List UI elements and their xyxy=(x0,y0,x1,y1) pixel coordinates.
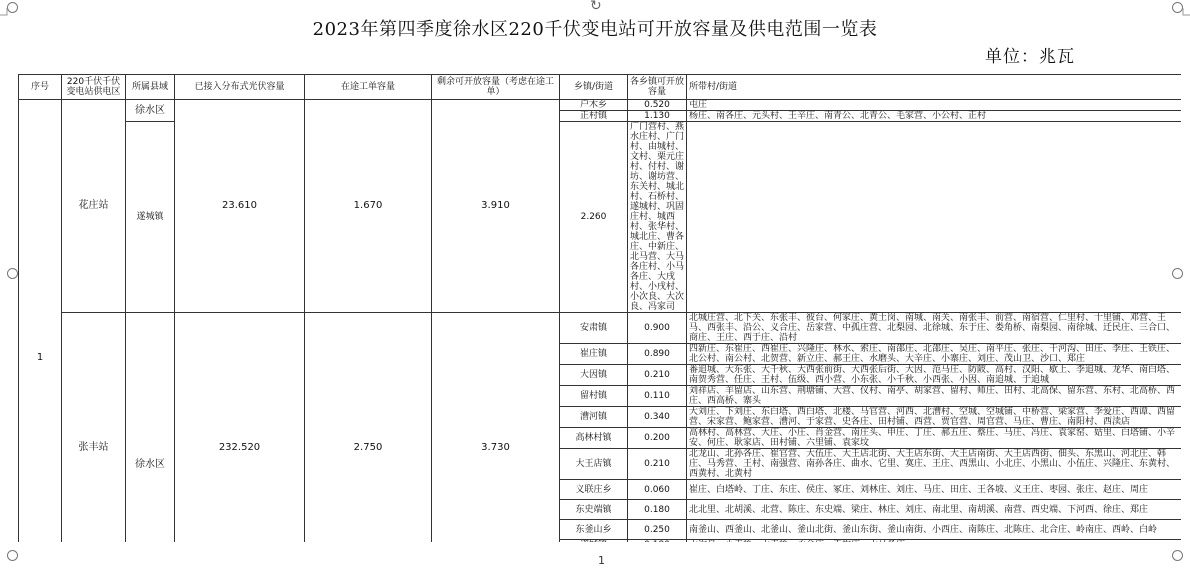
villages-cell: 番追城、大东张、大千秋、大西张前街、大西张后街、大因、范马庄、防陂、高村、汉阳、歇上、李追城、龙华、南白塔、南贺秀营、任庄、王村、伍级、西小营、小东张、小千秋、小西张、小因、南追城、于追城 xyxy=(687,365,1182,386)
resize-handle-middle-left[interactable] xyxy=(7,268,18,279)
town-capacity-cell: 0.110 xyxy=(628,386,687,407)
resize-handle-bottom-right[interactable] xyxy=(1172,550,1183,561)
town-capacity-cell: 0.520 xyxy=(628,100,687,111)
villages-cell: 北龙山、北孙各庄、崔官营、大伍庄、大王店北街、大王店东街、大王店南街、大王店西街、佃头、东黑山、河北庄、韩庄、马秀营、王村、南强营、南孙各庄、曲水、它里、寞庄、王庄、西黑山、小北庄、小黑山、小伍庄、兴隆庄、东黄村、西黄村、北黄村 xyxy=(687,449,1182,480)
town-capacity-cell: 0.900 xyxy=(628,313,687,344)
villages-cell xyxy=(687,540,1182,543)
town-cell: 安肃镇 xyxy=(560,313,628,344)
station-name-cell: 张丰站 xyxy=(62,313,126,543)
header-cell: 剩余可开放容量（考虑在途工单） xyxy=(432,75,560,100)
rotate-handle-icon[interactable]: ↻ xyxy=(590,0,602,14)
unit-label: 单位：兆瓦 xyxy=(985,47,1075,67)
header-cell: 乡镇/街道 xyxy=(560,75,628,100)
resize-handle-bottom-left[interactable] xyxy=(7,550,18,561)
town-cell: 遂城镇 xyxy=(126,122,175,313)
page-title: 2023年第四季度徐水区220千伏变电站可开放容量及供电范围一览表 xyxy=(312,19,878,40)
town-capacity-cell: 2.260 xyxy=(560,122,628,313)
installed-capacity-cell: 23.610 xyxy=(175,100,305,313)
town-cell: 漕河镇 xyxy=(560,407,628,428)
villages-cell: 四新庄、东崔庄、西崔庄、兴隆庄、林水、索庄、南邵庄、北邵庄、吴庄、南平庄、张庄、干河沟、田庄、李庄、王铁庄、北公村、南公村、北贺营、新立庄、郝王庄、水磨头、大辛庄、小寨庄、刘庄、茂山卫、沙口、郑庄 xyxy=(687,344,1182,365)
town-capacity-cell: 0.060 xyxy=(628,480,687,500)
villages-cell: 杨庄、南各庄、元头村、王辛庄、南青公、北青公、毛家营、小公村、正村 xyxy=(687,111,1182,122)
villages-cell: 大刘庄、下刘庄、东白塔、西白塔、北楼、马官营、河西、北漕村、空城、空城铺、中桥营、梁家营、李爱庄、西谭、西留营、宋家营、鲍家营、漕河、于家营、史各庄、田村铺、西营、贾官营、周官营、马庄、曹庄、南阳村、西渎店 xyxy=(687,407,1182,428)
town-cell: 义联庄乡 xyxy=(560,480,628,500)
town-cell: 东釜山乡 xyxy=(560,520,628,540)
villages-cell: 北城庄营、北下关、东张丰、彼台、何家庄、黄土岗、南城、南关、南张丰、前营、南宿营、仁里村、十里铺、邓营、王马、西张丰、沿公、义合庄、岳家营、中孤庄营、北梨园、北徐城、东于庄、娄角桥、南梨园、南徐城、迁民庄、三合口、商庄、王庄、西于庄、沿村 xyxy=(687,313,1182,344)
villages-cell: 刘祥店、羊留店、山东营、荆塘铺、大营、仪村、南亭、胡家营、留村、师庄、田村、北高保、留东营、东村、北高桥、西庄、西高桥、寨头 xyxy=(687,386,1182,407)
town-capacity-cell: 0.180 xyxy=(628,500,687,520)
installed-capacity-cell: 232.520 xyxy=(175,313,305,543)
villages-cell: 北北里、北胡溪、北营、陈庄、东史端、梁庄、林庄、刘庄、南北里、南胡溪、南营、西史端、下河西、徐庄、郑庄 xyxy=(687,500,1182,520)
town-capacity-cell: 0.210 xyxy=(628,449,687,480)
county-cell: 徐水区 xyxy=(126,100,175,122)
town-cell: 大王店镇 xyxy=(560,449,628,480)
town-cell: 东史端镇 xyxy=(560,500,628,520)
pending-capacity-cell: 2.750 xyxy=(305,313,432,543)
capacity-table-frame[interactable] xyxy=(18,74,1181,542)
town-cell: 高林村镇 xyxy=(560,428,628,449)
villages-cell: 高林村、高林营、大庄、小庄、肖金营、南庄头、申庄、丁庄、郝五庄、蔡庄、马庄、冯庄、袁家窑、姑里、白塔铺、小辛安、何庄、耿家店、田村铺、六里铺、袁家坟 xyxy=(687,428,1182,449)
town-cell: 留村镇 xyxy=(560,386,628,407)
county-cell: 徐水区 xyxy=(126,313,175,543)
villages-cell: 南釜山、西釜山、北釜山、釜山北街、釜山东街、釜山南街、小西庄、南陈庄、北陈庄、北合庄、岭南庄、西岭、白岭 xyxy=(687,520,1182,540)
town-capacity-cell: 0.890 xyxy=(628,344,687,365)
table-header-row xyxy=(19,75,1182,100)
header-cell: 在途工单容量 xyxy=(305,75,432,100)
town-capacity-cell: 0.340 xyxy=(628,407,687,428)
header-cell: 所带村/街道 xyxy=(687,75,1182,100)
table-row xyxy=(19,100,1182,111)
town-capacity-cell: 0.200 xyxy=(628,428,687,449)
table-row xyxy=(19,313,1182,344)
town-capacity-cell: 0.250 xyxy=(628,520,687,540)
seq-cell: 1 xyxy=(19,100,62,543)
remaining-capacity-cell: 3.730 xyxy=(432,313,560,543)
header-cell: 已接入分布式光伏容量 xyxy=(175,75,305,100)
villages-cell: 崔庄、白塔岭、丁庄、东庄、侯庄、冢庄、刘林庄、刘庄、马庄、田庄、王各坡、义王庄、枣园、张庄、赵庄、周庄 xyxy=(687,480,1182,500)
town-capacity-cell: 0.210 xyxy=(628,365,687,386)
header-cell: 所属县域 xyxy=(126,75,175,100)
pending-capacity-cell: 1.670 xyxy=(305,100,432,313)
header-cell: 各乡镇可开放容量 xyxy=(628,75,687,100)
town-capacity-cell xyxy=(628,540,687,543)
resize-handle-top-left[interactable] xyxy=(7,2,18,13)
header-cell: 220千伏千伏变电站供电区 xyxy=(62,75,126,100)
station-name-cell: 花庄站 xyxy=(62,100,126,313)
town-cell xyxy=(560,540,628,543)
capacity-table xyxy=(18,74,1181,542)
villages-cell: 屯庄 xyxy=(687,100,1182,111)
town-cell: 户木乡 xyxy=(560,100,628,111)
remaining-capacity-cell: 3.910 xyxy=(432,100,560,313)
header-cell: 序号 xyxy=(19,75,62,100)
town-cell: 大因镇 xyxy=(560,365,628,386)
town-cell: 崔庄镇 xyxy=(560,344,628,365)
villages-cell: 广门营村、燕水庄村、广门村、由城村、文村、栗元庄村、付村、谢坊、谢坊营、东关村、城北村、石桥村、遂城村、巩固庄村、城西村、张华村、城北庄、曹各庄、中新庄、北马营、大马各庄村、小马各庄、大戌村、小戌村、小次良、大次良、冯家司 xyxy=(628,122,687,313)
town-capacity-cell: 1.130 xyxy=(628,111,687,122)
town-cell: 正村镇 xyxy=(560,111,628,122)
page-number: 1 xyxy=(598,554,605,567)
